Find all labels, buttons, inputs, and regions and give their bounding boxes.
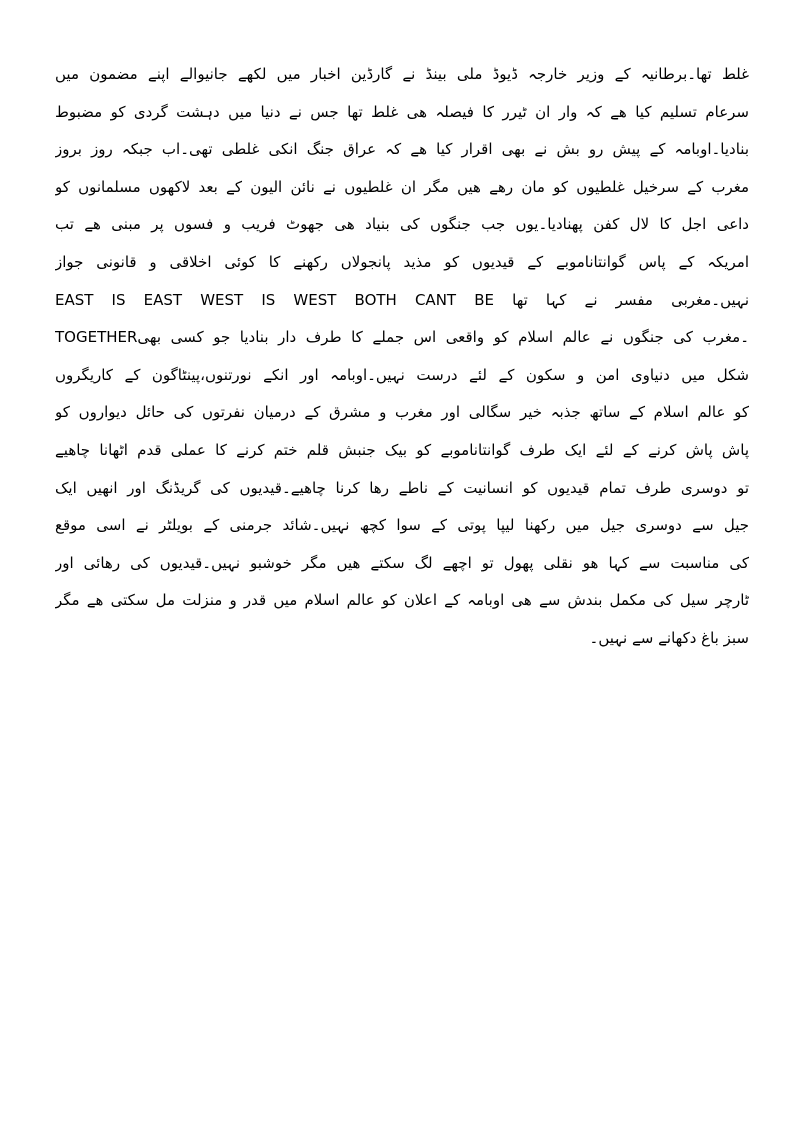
text-line-11: پاش پاش کرنے کے لئے ایک طرف گوانتاناموبے کو بیک جنبش قلم ختم کرنے کا عملی قدم اٹھانا چاھیے [55, 440, 749, 459]
article-body [55, 56, 749, 658]
text-line-7: نہیں۔مغربی مفسر نے کہا تھا EAST IS EAST WEST IS WEST BOTH CANT BE [55, 290, 749, 309]
text-line-8: TOGETHER۔مغرب کی جنگوں نے عالم اسلام کو واقعی اس جملے کا طرف دار بنادیا جو کسی بھی [55, 328, 749, 347]
text-line-4: مغرب کے سرخیل غلطیوں کو مان رھے ھیں مگر ان غلطیوں نے نائن الیون کے بعد لاکھوں مسلمانوں کو [55, 177, 749, 196]
text-line-5: داعی اجل کا لال کفن پھنادیا۔یوں جب جنگوں کی بنیاد ھی جھوٹ فریب و فسوں پر مبنی ھے تب [55, 215, 749, 234]
text-line-3: بنادیا۔اوبامہ کے پیش رو بش نے بھی اقرار کیا ھے کہ عراق جنگ انکی غلطی تھی۔اب جبکہ روز بروز [55, 140, 749, 159]
text-line-1: غلط تھا۔برطانیہ کے وزیر خارجہ ڈیوڈ ملی بینڈ نے گارڈین اخبار میں لکھے جانیوالے اپنے مضمون میں [55, 65, 749, 83]
text-line-6: امریکہ کے پاس گوانتاناموبے کے قیدیوں کو مذید پانجولاں رکھنے کا کوئی اخلاقی و قانونی جواز [55, 252, 749, 271]
text-line-15: ٹارچر سیل کی مکمل بندش سے ھی اوبامہ کے اعلان کو عالم اسلام میں قدر و منزلت مل سکتی ھے مگر [55, 591, 749, 610]
text-line-10: کو عالم اسلام کے ساتھ جذبہ خیر سگالی اور مغرب و مشرق کے درمیان نفرتوں کی حائل دیواروں کو [55, 403, 749, 422]
text-line-14: کی مناسبت سے کہا ھو نقلی پھول تو اچھے لگ سکتے ھیں مگر خوشبو نہیں۔قیدیوں کی رھائی اور [55, 553, 749, 572]
text-line-2: سرعام تسلیم کیا ھے کہ وار ان ٹیرر کا فیصلہ ھی غلط تھا جس نے دنیا میں دہشت گردی کو مضبوط [55, 102, 749, 121]
text-line-16: سبز باغ دکھانے سے نہیں۔ [589, 628, 749, 647]
text-line-9: شکل میں دنیاوی امن و سکون کے لئے درست نہیں۔اوبامہ اور انکے نورتنوں،پینٹاگون کے کاریگروں [55, 365, 749, 384]
text-line-13: جیل سے دوسری جیل میں رکھنا لیپا پوتی کے سوا کچھ نہیں۔شائد جرمنی کے بویلٹر نے اسی موقع [55, 516, 749, 535]
text-line-12: تو دوسری طرف تمام قیدیوں کو انسانیت کے ناطے رھا کرنا چاھیے۔قیدیوں کی گریڈنگ اور انھیں ایک [55, 478, 749, 497]
